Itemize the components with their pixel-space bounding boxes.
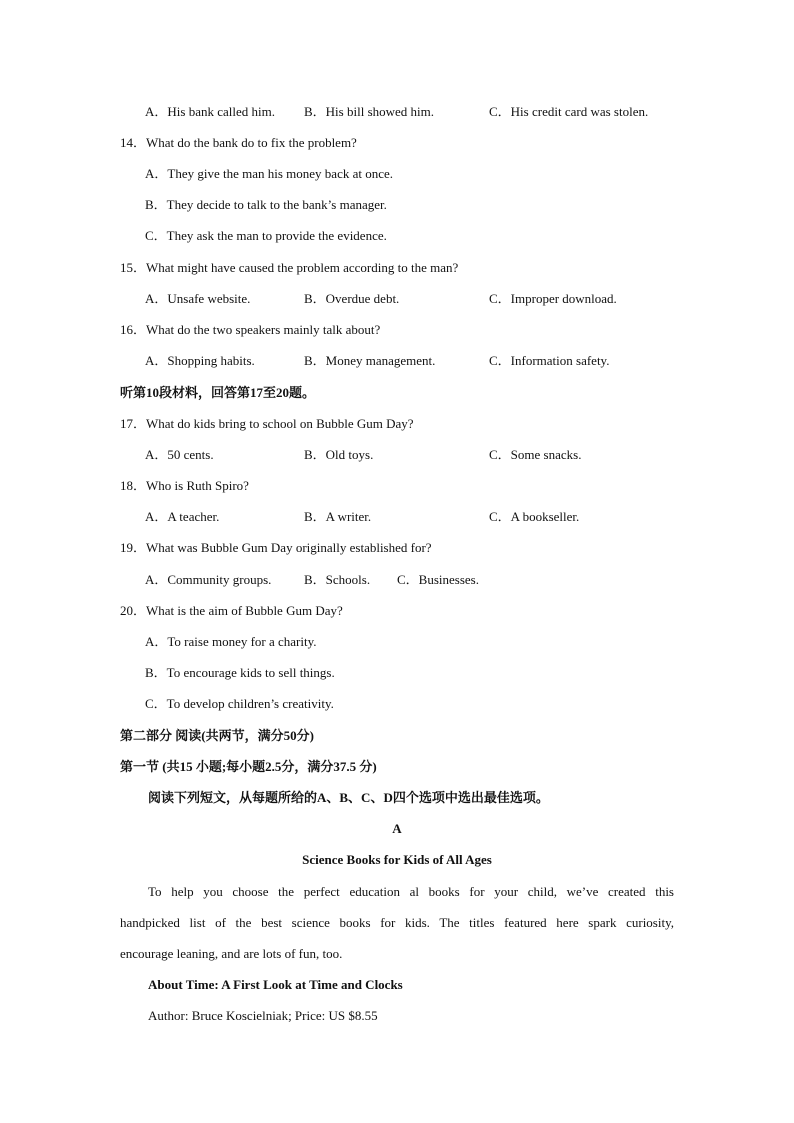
q18-option-b: B．A writer. — [304, 509, 372, 524]
q19-option-b: B．Schools. — [304, 572, 371, 587]
q17-option-a: A．50 cents. — [145, 447, 214, 462]
part-2-heading: 第二部分 阅读(共两节，满分50分) — [120, 728, 314, 743]
q15-option-c: C．Improper download. — [489, 291, 617, 306]
q19-option-a: A．Community groups. — [145, 572, 272, 587]
q16-option-a: A．Shopping habits. — [145, 353, 255, 368]
passage-line-2: handpicked list of the best science books for kids. The titles featured here spark curiosity, — [120, 915, 674, 930]
section-1-heading: 第一节 (共15 小题;每小题2.5分，满分37.5 分) — [120, 759, 377, 774]
q16-stem: 16．What do the two speakers mainly talk about? — [120, 322, 381, 337]
q17-stem: 17．What do kids bring to school on Bubble Gum Day? — [120, 416, 414, 431]
q15-stem: 15．What might have caused the problem according to the man? — [120, 260, 459, 275]
passage-letter: A — [392, 821, 402, 836]
passage-line-3: encourage leaning, and are lots of fun, too. — [120, 946, 343, 961]
book-1-title: About Time: A First Look at Time and Clocks — [148, 977, 403, 992]
passage-title: Science Books for Kids of All Ages — [302, 852, 492, 867]
q14-option-c: C．They ask the man to provide the evidence. — [145, 228, 387, 243]
reading-instruction: 阅读下列短文，从每题所给的A、B、C、D四个选项中选出最佳选项。 — [148, 790, 549, 805]
q14-option-a: A．They give the man his money back at once. — [145, 166, 394, 181]
q18-stem: 18．Who is Ruth Spiro? — [120, 478, 249, 493]
q15-option-b: B．Overdue debt. — [304, 291, 400, 306]
q20-option-c: C．To develop children’s creativity. — [145, 696, 334, 711]
q13-option-c: C．His credit card was stolen. — [489, 104, 649, 119]
q17-option-b: B．Old toys. — [304, 447, 374, 462]
section-10-heading: 听第10段材料，回答第17至20题。 — [120, 385, 316, 400]
q15-option-a: A．Unsafe website. — [145, 291, 251, 306]
q16-option-c: C．Information safety. — [489, 353, 610, 368]
q18-option-c: C．A bookseller. — [489, 509, 580, 524]
q13-option-a: A．His bank called him. — [145, 104, 275, 119]
q20-option-b: B．To encourage kids to sell things. — [145, 665, 335, 680]
q14-option-b: B．They decide to talk to the bank’s manager. — [145, 197, 387, 212]
q19-stem: 19．What was Bubble Gum Day originally established for? — [120, 540, 432, 555]
q18-option-a: A．A teacher. — [145, 509, 220, 524]
q16-option-b: B．Money management. — [304, 353, 436, 368]
q19-option-c: C．Businesses. — [397, 572, 479, 587]
book-1-info: Author: Bruce Koscielniak; Price: US $8.55 — [148, 1008, 378, 1023]
q20-stem: 20．What is the aim of Bubble Gum Day? — [120, 603, 343, 618]
q20-option-a: A．To raise money for a charity. — [145, 634, 317, 649]
q17-option-c: C．Some snacks. — [489, 447, 582, 462]
q14-stem: 14．What do the bank do to fix the problem? — [120, 135, 357, 150]
q13-option-b: B．His bill showed him. — [304, 104, 435, 119]
passage-line-1: To help you choose the perfect education al books for your child, we’ve created this — [148, 884, 674, 899]
